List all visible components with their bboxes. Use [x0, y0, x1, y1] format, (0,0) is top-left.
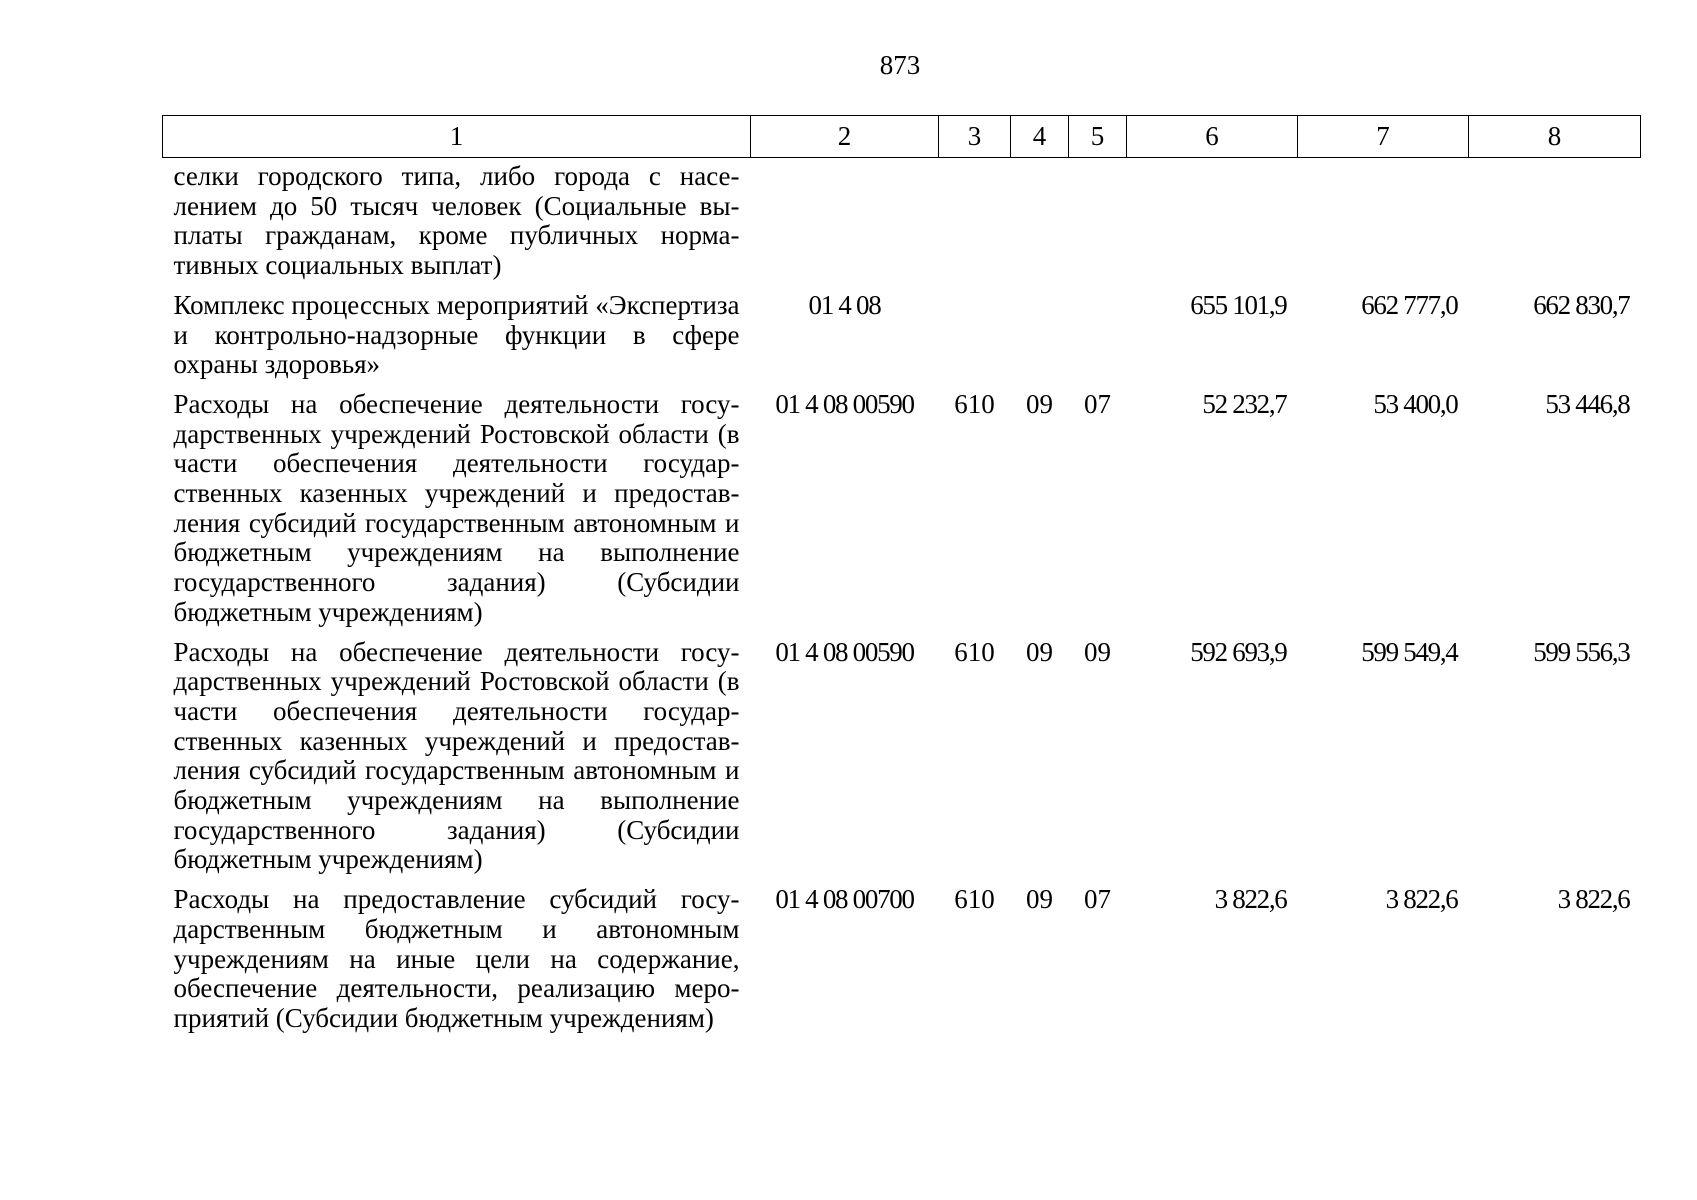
row-expense-type — [939, 158, 1011, 281]
table-row — [163, 281, 1641, 380]
table-row — [163, 158, 1641, 281]
column-header-5: 5 — [1069, 116, 1127, 158]
row-name: Расходы на обеспечение деятельности государственных учреждений Ростовской области (в части обеспечения деятельности государственных казенных учреждений и предоставления субсидий государственным автономным и бюджетным учреждениям на выполнение государственного задания) (Субсидии бюджетным учреждениям) — [173, 636, 740, 875]
row-section: 09 — [1026, 388, 1053, 419]
column-header-4: 4 — [1011, 116, 1069, 158]
row-amount-col8: 599 556,3 — [1533, 636, 1630, 667]
row-name: селки городского типа, либо города с населением до 50 тысяч человек (Социальные выплаты гражданам, кроме публичных нормативных социальных выплат) — [173, 161, 740, 281]
row-expense-type — [939, 281, 1011, 380]
row-subsection — [1069, 281, 1127, 380]
row-expense-type: 610 — [954, 636, 995, 667]
row-expense-type: 610 — [954, 388, 995, 419]
row-amount-col8: 53 446,8 — [1545, 388, 1630, 419]
row-name: Расходы на предоставление субсидий государственным бюджетным и автономным учреждениям на иные цели на содержание, обеспечение деятельности, реализацию мероприятий (Субсидии бюджетным учреждениям) — [173, 884, 740, 1033]
column-header-3: 3 — [939, 116, 1011, 158]
budget-table — [162, 115, 1641, 1034]
row-target-code: 01 4 08 00700 — [775, 884, 914, 915]
table-row — [163, 628, 1641, 876]
row-amount-col7: 53 400,0 — [1373, 388, 1458, 419]
page-number: 873 — [879, 50, 921, 80]
row-amount-col6: 3 822,6 — [1214, 884, 1287, 915]
row-section — [1011, 158, 1069, 281]
row-subsection — [1069, 158, 1127, 281]
row-amount-col6: 655 101,9 — [1190, 289, 1287, 320]
row-amount-col8 — [1469, 158, 1641, 281]
row-expense-type: 610 — [954, 884, 995, 915]
row-section: 09 — [1026, 884, 1053, 915]
column-header-6: 6 — [1127, 116, 1298, 158]
row-subsection: 09 — [1084, 636, 1111, 667]
row-amount-col7: 662 777,0 — [1361, 289, 1458, 320]
column-header-7: 7 — [1298, 116, 1469, 158]
row-name: Комплекс процессных мероприятий «Экспертиза и контрольно-надзорные функции в сфере охраны здоровья» — [173, 289, 740, 380]
column-header-8: 8 — [1469, 116, 1641, 158]
row-target-code: 01 4 08 00590 — [775, 636, 914, 667]
column-header-2: 2 — [751, 116, 939, 158]
row-amount-col7: 3 822,6 — [1385, 884, 1458, 915]
row-amount-col7 — [1298, 158, 1469, 281]
row-amount-col8: 662 830,7 — [1533, 289, 1630, 320]
column-header-1: 1 — [163, 116, 751, 158]
row-subsection: 07 — [1084, 388, 1111, 419]
row-target-code: 01 4 08 — [808, 289, 881, 320]
row-subsection: 07 — [1084, 884, 1111, 915]
row-target-code: 01 4 08 00590 — [775, 388, 914, 419]
row-amount-col8: 3 822,6 — [1557, 884, 1630, 915]
row-section — [1011, 281, 1069, 380]
row-amount-col6: 52 232,7 — [1202, 388, 1287, 419]
row-amount-col7: 599 549,4 — [1361, 636, 1458, 667]
table-row — [163, 380, 1641, 628]
row-name: Расходы на обеспечение деятельности государственных учреждений Ростовской области (в части обеспечения деятельности государственных казенных учреждений и предоставления субсидий государственным автономным и бюджетным учреждениям на выполнение государственного задания) (Субсидии бюджетным учреждениям) — [173, 388, 740, 627]
table-row — [163, 875, 1641, 1034]
column-number-header-row — [163, 116, 1641, 158]
row-amount-col6: 592 693,9 — [1190, 636, 1287, 667]
row-section: 09 — [1026, 636, 1053, 667]
row-amount-col6 — [1127, 158, 1298, 281]
row-target-code — [751, 158, 939, 281]
